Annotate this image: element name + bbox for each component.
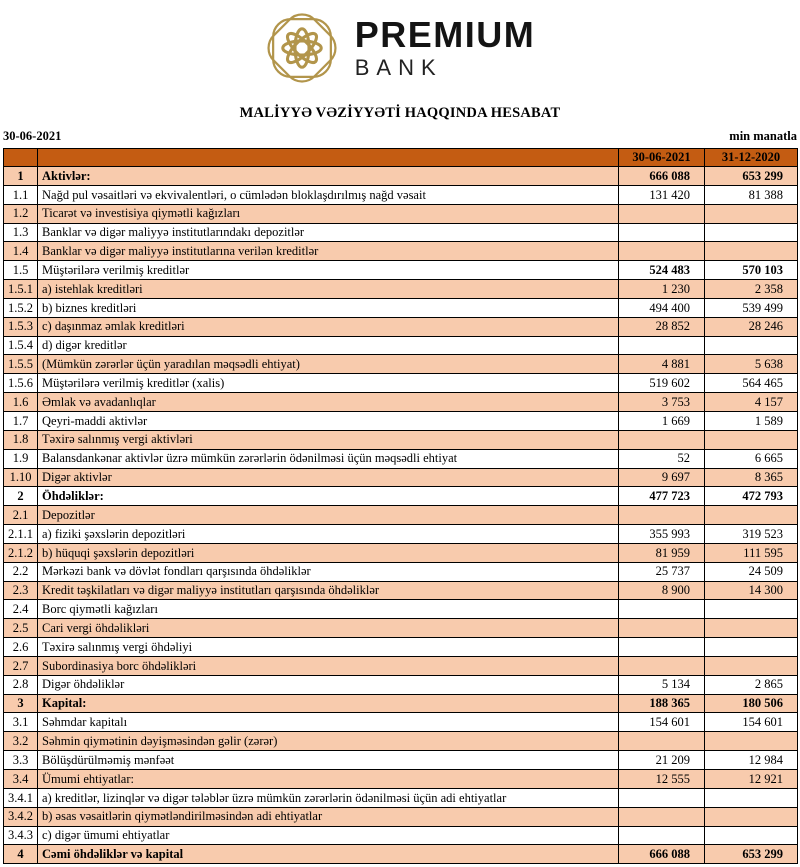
row-number: 2.5: [4, 619, 38, 638]
value-previous: 319 523: [705, 525, 798, 544]
table-row: [4, 694, 798, 713]
value-current: 131 420: [619, 185, 705, 204]
value-previous: 653 299: [705, 167, 798, 186]
value-previous: [705, 656, 798, 675]
row-label: Müştərilərə verilmiş kreditlər: [38, 261, 619, 280]
col-header-item: [38, 149, 619, 167]
value-previous: [705, 336, 798, 355]
row-number: 1.5.5: [4, 355, 38, 374]
table-header-row: [4, 149, 798, 167]
value-current: 28 852: [619, 317, 705, 336]
bank-emblem-knot-icon: [265, 11, 339, 85]
row-label: Təxirə salınmış vergi öhdəliyi: [38, 638, 619, 657]
row-label: Bölüşdürülməmiş mənfəət: [38, 751, 619, 770]
table-body: [4, 167, 798, 864]
row-number: 3.1: [4, 713, 38, 732]
row-number: 3.4.1: [4, 788, 38, 807]
value-current: 12 555: [619, 770, 705, 789]
table-row: [4, 223, 798, 242]
value-current: 5 134: [619, 675, 705, 694]
value-current: [619, 826, 705, 845]
value-current: [619, 336, 705, 355]
table-row: [4, 167, 798, 186]
row-number: 1.8: [4, 430, 38, 449]
row-label: Öhdəliklər:: [38, 487, 619, 506]
value-current: 8 900: [619, 581, 705, 600]
row-label: Kapital:: [38, 694, 619, 713]
row-label: Cari vergi öhdəlikləri: [38, 619, 619, 638]
row-number: 2.7: [4, 656, 38, 675]
row-label: Ümumi ehtiyatlar:: [38, 770, 619, 789]
row-number: 1.2: [4, 204, 38, 223]
row-label: Müştərilərə verilmiş kreditlər (xalis): [38, 374, 619, 393]
value-previous: [705, 732, 798, 751]
value-previous: 570 103: [705, 261, 798, 280]
value-current: 9 697: [619, 468, 705, 487]
value-previous: 12 984: [705, 751, 798, 770]
row-number: 2.3: [4, 581, 38, 600]
value-current: 666 088: [619, 845, 705, 864]
value-previous: 180 506: [705, 694, 798, 713]
table-row: [4, 675, 798, 694]
row-label: b) hüquqi şəxslərin depozitləri: [38, 543, 619, 562]
table-row: [4, 656, 798, 675]
row-number: 1: [4, 167, 38, 186]
row-label: Ticarət və investisiya qiymətli kağızları: [38, 204, 619, 223]
row-label: d) digər kreditlər: [38, 336, 619, 355]
row-label: Nağd pul vəsaitləri və ekvivalentləri, o cümlədən bloklaşdırılmış nağd vəsait: [38, 185, 619, 204]
value-previous: 2 865: [705, 675, 798, 694]
value-previous: 564 465: [705, 374, 798, 393]
row-number: 3.4.2: [4, 807, 38, 826]
row-number: 1.1: [4, 185, 38, 204]
row-number: 1.5.1: [4, 280, 38, 299]
value-current: 188 365: [619, 694, 705, 713]
financial-position-table: [3, 148, 798, 864]
row-number: 3.4: [4, 770, 38, 789]
value-previous: [705, 788, 798, 807]
value-previous: 111 595: [705, 543, 798, 562]
row-number: 2.8: [4, 675, 38, 694]
table-row: [4, 242, 798, 261]
row-label: Aktivlər:: [38, 167, 619, 186]
value-current: [619, 807, 705, 826]
row-label: a) kreditlər, lizinqlər və digər tələblər üzrə mümkün zərərlərin ödənilməsi üçün adi ehtiyatlar: [38, 788, 619, 807]
row-label: Qeyri-maddi aktivlər: [38, 411, 619, 430]
value-current: 21 209: [619, 751, 705, 770]
value-previous: [705, 826, 798, 845]
table-row: [4, 543, 798, 562]
row-number: 1.3: [4, 223, 38, 242]
row-label: Cəmi öhdəliklər və kapital: [38, 845, 619, 864]
row-label: (Mümkün zərərlər üçün yaradılan məqsədli ehtiyat): [38, 355, 619, 374]
table-row: [4, 468, 798, 487]
row-number: 1.10: [4, 468, 38, 487]
value-previous: 2 358: [705, 280, 798, 299]
value-current: [619, 430, 705, 449]
report-date: 30-06-2021: [3, 129, 62, 143]
bank-logo-text: [354, 14, 536, 80]
value-previous: [705, 638, 798, 657]
value-previous: 653 299: [705, 845, 798, 864]
col-header-prior-period: 31-12-2020: [705, 149, 798, 167]
row-label: Digər öhdəliklər: [38, 675, 619, 694]
table-row: [4, 204, 798, 223]
value-current: [619, 656, 705, 675]
value-current: 25 737: [619, 562, 705, 581]
value-current: 3 753: [619, 393, 705, 412]
value-current: [619, 242, 705, 261]
unit-label: min manatla: [729, 129, 797, 143]
table-row: [4, 317, 798, 336]
table-row: [4, 732, 798, 751]
row-label: Digər aktivlər: [38, 468, 619, 487]
value-previous: 28 246: [705, 317, 798, 336]
value-current: 4 881: [619, 355, 705, 374]
row-number: 4: [4, 845, 38, 864]
row-label: c) digər ümumi ehtiyatlar: [38, 826, 619, 845]
row-number: 1.5.4: [4, 336, 38, 355]
row-label: Banklar və digər maliyyə institutlarındakı depozitlər: [38, 223, 619, 242]
value-current: [619, 600, 705, 619]
table-row: [4, 449, 798, 468]
value-previous: 24 509: [705, 562, 798, 581]
table-row: [4, 770, 798, 789]
table-row: [4, 807, 798, 826]
row-label: Depozitlər: [38, 506, 619, 525]
table-row: [4, 374, 798, 393]
row-number: 1.5.2: [4, 298, 38, 317]
value-current: 154 601: [619, 713, 705, 732]
row-label: b) biznes kreditləri: [38, 298, 619, 317]
value-previous: 472 793: [705, 487, 798, 506]
value-previous: [705, 204, 798, 223]
value-previous: [705, 242, 798, 261]
row-label: b) əsas vəsaitlərin qiymətləndirilməsindən adi ehtiyatlar: [38, 807, 619, 826]
row-label: Subordinasiya borc öhdəlikləri: [38, 656, 619, 675]
row-label: Səhmin qiymətinin dəyişməsindən gəlir (zərər): [38, 732, 619, 751]
table-row: [4, 411, 798, 430]
table-row: [4, 562, 798, 581]
row-number: 2.4: [4, 600, 38, 619]
bank-logo: [3, 0, 797, 89]
value-current: 519 602: [619, 374, 705, 393]
value-previous: 5 638: [705, 355, 798, 374]
value-current: 1 230: [619, 280, 705, 299]
value-previous: 4 157: [705, 393, 798, 412]
row-number: 1.6: [4, 393, 38, 412]
value-previous: [705, 600, 798, 619]
table-row: [4, 336, 798, 355]
value-current: [619, 506, 705, 525]
table-row: [4, 280, 798, 299]
table-row: [4, 185, 798, 204]
value-previous: [705, 807, 798, 826]
value-current: 52: [619, 449, 705, 468]
table-row: [4, 355, 798, 374]
row-label: Səhmdar kapitalı: [38, 713, 619, 732]
value-current: [619, 204, 705, 223]
value-previous: 14 300: [705, 581, 798, 600]
row-label: Mərkəzi bank və dövlət fondları qarşısında öhdəliklər: [38, 562, 619, 581]
row-number: 1.7: [4, 411, 38, 430]
table-row: [4, 751, 798, 770]
table-row: [4, 525, 798, 544]
table-row: [4, 298, 798, 317]
value-current: [619, 732, 705, 751]
brand-name: PREMIUM: [354, 14, 536, 55]
row-label: Kredit təşkilatları və digər maliyyə institutları qarşısında öhdəliklər: [38, 581, 619, 600]
table-row: [4, 845, 798, 864]
value-previous: [705, 430, 798, 449]
row-label: a) istehlak kreditləri: [38, 280, 619, 299]
table-row: [4, 430, 798, 449]
col-header-index: [4, 149, 38, 167]
brand-subtitle: BANK: [354, 55, 443, 80]
table-row: [4, 261, 798, 280]
row-label: Banklar və digər maliyyə institutlarına verilən kreditlər: [38, 242, 619, 261]
row-label: Balansdankənar aktivlər üzrə mümkün zərərlərin ödənilməsi üçün məqsədli ehtiyat: [38, 449, 619, 468]
value-previous: 6 665: [705, 449, 798, 468]
value-previous: [705, 619, 798, 638]
table-row: [4, 826, 798, 845]
value-previous: 81 388: [705, 185, 798, 204]
table-row: [4, 600, 798, 619]
row-label: Əmlak və avadanlıqlar: [38, 393, 619, 412]
value-current: 81 959: [619, 543, 705, 562]
row-number: 2.1.2: [4, 543, 38, 562]
value-previous: 1 589: [705, 411, 798, 430]
table-row: [4, 581, 798, 600]
value-current: 666 088: [619, 167, 705, 186]
table-row: [4, 713, 798, 732]
value-previous: [705, 506, 798, 525]
row-number: 2.6: [4, 638, 38, 657]
value-current: 524 483: [619, 261, 705, 280]
row-number: 3.3: [4, 751, 38, 770]
row-label: Borc qiymətli kağızları: [38, 600, 619, 619]
value-previous: 12 921: [705, 770, 798, 789]
table-row: [4, 393, 798, 412]
value-current: [619, 638, 705, 657]
table-row: [4, 619, 798, 638]
value-current: [619, 619, 705, 638]
table-row: [4, 788, 798, 807]
report-meta: [3, 129, 797, 144]
value-current: 494 400: [619, 298, 705, 317]
row-number: 1.4: [4, 242, 38, 261]
row-label: a) fiziki şəxslərin depozitləri: [38, 525, 619, 544]
row-number: 3: [4, 694, 38, 713]
row-number: 2: [4, 487, 38, 506]
table-row: [4, 638, 798, 657]
row-number: 2.1: [4, 506, 38, 525]
row-number: 1.5: [4, 261, 38, 280]
row-label: c) daşınmaz əmlak kreditləri: [38, 317, 619, 336]
value-previous: 539 499: [705, 298, 798, 317]
row-number: 2.1.1: [4, 525, 38, 544]
value-current: 1 669: [619, 411, 705, 430]
col-header-current-period: 30-06-2021: [619, 149, 705, 167]
value-current: [619, 788, 705, 807]
value-previous: 8 365: [705, 468, 798, 487]
row-label: Təxirə salınmış vergi aktivləri: [38, 430, 619, 449]
row-number: 1.9: [4, 449, 38, 468]
row-number: 1.5.3: [4, 317, 38, 336]
page-title: MALİYYƏ VƏZİYYƏTİ HAQQINDA HESABAT: [239, 105, 561, 121]
row-number: 3.2: [4, 732, 38, 751]
value-current: [619, 223, 705, 242]
row-number: 3.4.3: [4, 826, 38, 845]
row-number: 2.2: [4, 562, 38, 581]
value-current: 477 723: [619, 487, 705, 506]
value-current: 355 993: [619, 525, 705, 544]
table-row: [4, 506, 798, 525]
table-row: [4, 487, 798, 506]
row-number: 1.5.6: [4, 374, 38, 393]
value-previous: 154 601: [705, 713, 798, 732]
value-previous: [705, 223, 798, 242]
